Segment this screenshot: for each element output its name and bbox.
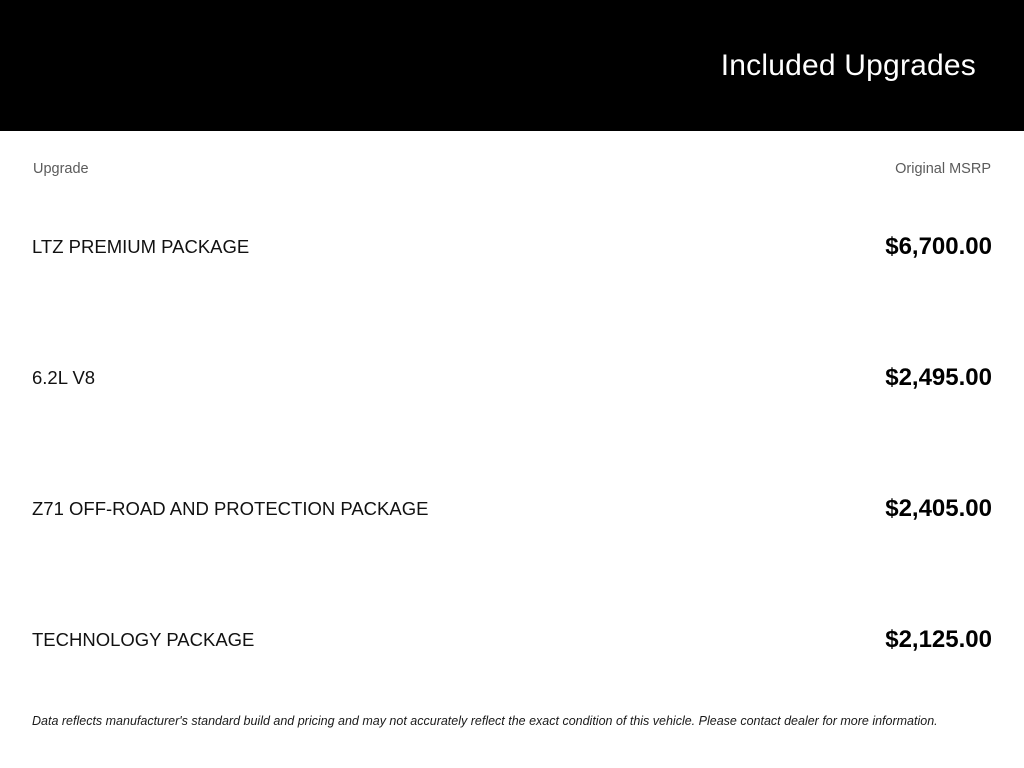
upgrade-price: $2,125.00	[885, 625, 992, 653]
upgrade-name: TECHNOLOGY PACKAGE	[32, 628, 255, 650]
page-header	[0, 0, 1024, 131]
upgrade-name: LTZ PREMIUM PACKAGE	[32, 235, 250, 257]
disclaimer-text: Data reflects manufacturer's standard build and pricing and may not accurately reflect the exact condition of this vehicle. Please contact dealer for more information.	[32, 713, 938, 728]
upgrade-name: Z71 OFF-ROAD AND PROTECTION PACKAGE	[32, 497, 429, 519]
footnote-container	[0, 713, 1024, 768]
page-title: Included Upgrades	[720, 49, 976, 82]
table-header	[32, 131, 992, 181]
table-body	[32, 181, 992, 705]
table-header-row	[32, 131, 992, 181]
column-header-upgrade: Upgrade	[33, 161, 89, 177]
upgrades-table	[32, 131, 992, 705]
upgrades-content	[0, 131, 1024, 713]
table-row	[32, 181, 992, 312]
upgrade-price: $2,405.00	[885, 494, 992, 522]
table-row	[32, 443, 992, 574]
column-header-original-msrp: Original MSRP	[895, 161, 991, 177]
table-row	[32, 312, 992, 443]
upgrade-price: $6,700.00	[885, 232, 992, 260]
upgrade-name: 6.2L V8	[32, 366, 96, 388]
table-row	[32, 574, 992, 705]
upgrade-price: $2,495.00	[885, 363, 992, 391]
